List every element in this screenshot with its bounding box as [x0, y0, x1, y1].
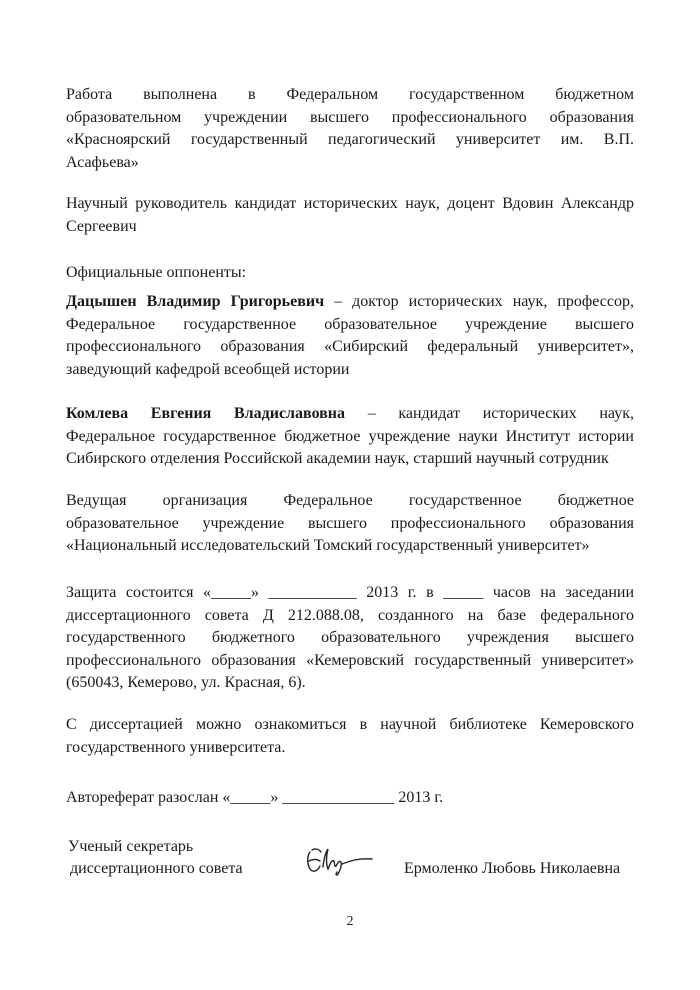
defense-line: диссертационного совета Д 212.088.08, созданного на базе федерального [66, 606, 634, 624]
supervisor-line: Сергеевич [66, 217, 137, 235]
work-line: Работа выполнена в Федеральном государственном бюджетном [66, 86, 634, 103]
opponent-second-name: Комлева Евгения Владиславовна [66, 405, 346, 422]
supervisor-line: Научный руководитель кандидат исторических наук, доцент Вдовин Александр [66, 195, 634, 212]
opponent-second-line: Федеральное государственное бюджетное учреждение науки Институт истории [66, 427, 634, 445]
sent-paragraph [66, 787, 634, 810]
opponent-second-line1 [66, 403, 634, 426]
opponent-first-line: заведующий кафедрой всеобщей истории [66, 360, 350, 378]
defense-line: государственного бюджетного образовательного учреждения высшего [66, 629, 634, 647]
leading-org-paragraph [66, 490, 634, 558]
opponents-heading: Официальные оппоненты: [66, 264, 247, 281]
opponent-first-line1 [66, 291, 634, 314]
leading-org-line: Ведущая организация Федеральное государственное бюджетное [66, 492, 634, 509]
leading-org-line: «Национальный исследовательский Томский государственный университет» [66, 537, 590, 555]
defense-line: Защита состоится «_____» ___________ 2013 г. в _____ часов на заседании [66, 584, 634, 601]
supervisor-paragraph [66, 193, 634, 238]
opponent-first-line: Федеральное государственное образовательное учреждение высшего [66, 315, 634, 333]
work-line: образовательном учреждении высшего профессионального образования [66, 108, 634, 126]
defense-paragraph [66, 582, 634, 695]
library-paragraph [66, 714, 634, 759]
opponent-second [66, 403, 634, 471]
library-line: государственного университета. [66, 738, 286, 756]
library-line: С диссертацией можно ознакомиться в научной библиотеке Кемеровского [66, 716, 634, 733]
opponent-second-line: Сибирского отделения Российской академии наук, старший научный сотрудник [66, 450, 609, 468]
opponent-first-line: профессионального образования «Сибирский федеральный университет», [66, 338, 634, 356]
work-paragraph [66, 84, 634, 174]
defense-line: профессионального образования «Кемеровский государственный университет» [66, 651, 634, 669]
opponent-second-degree: – кандидат исторических наук, [345, 405, 634, 422]
leading-org-line: образовательное учреждение высшего профессионального образования [66, 514, 634, 532]
work-line: «Красноярский государственный педагогический университет им. В.П. [66, 131, 634, 149]
work-line: Асафьева» [66, 153, 139, 171]
secretary-title-line1: Ученый секретарь [68, 838, 194, 855]
defense-line: (650043, Кемерово, ул. Красная, 6). [66, 674, 306, 692]
sent-line: Автореферат разослан «_____» ______________ 2013 г. [66, 789, 444, 806]
opponents-heading-block [66, 262, 634, 285]
signature-block [66, 836, 646, 886]
handwritten-signature [304, 844, 376, 878]
opponent-first-name: Дацышен Владимир Григорьевич [66, 293, 325, 310]
secretary-name: Ермоленко Любовь Николаевна [404, 860, 621, 877]
page-number: 2 [346, 914, 354, 929]
opponent-first-degree: – доктор исторических наук, профессор, [324, 293, 634, 310]
secretary-title-line2: диссертационного совета [70, 860, 243, 877]
opponent-first [66, 291, 634, 381]
